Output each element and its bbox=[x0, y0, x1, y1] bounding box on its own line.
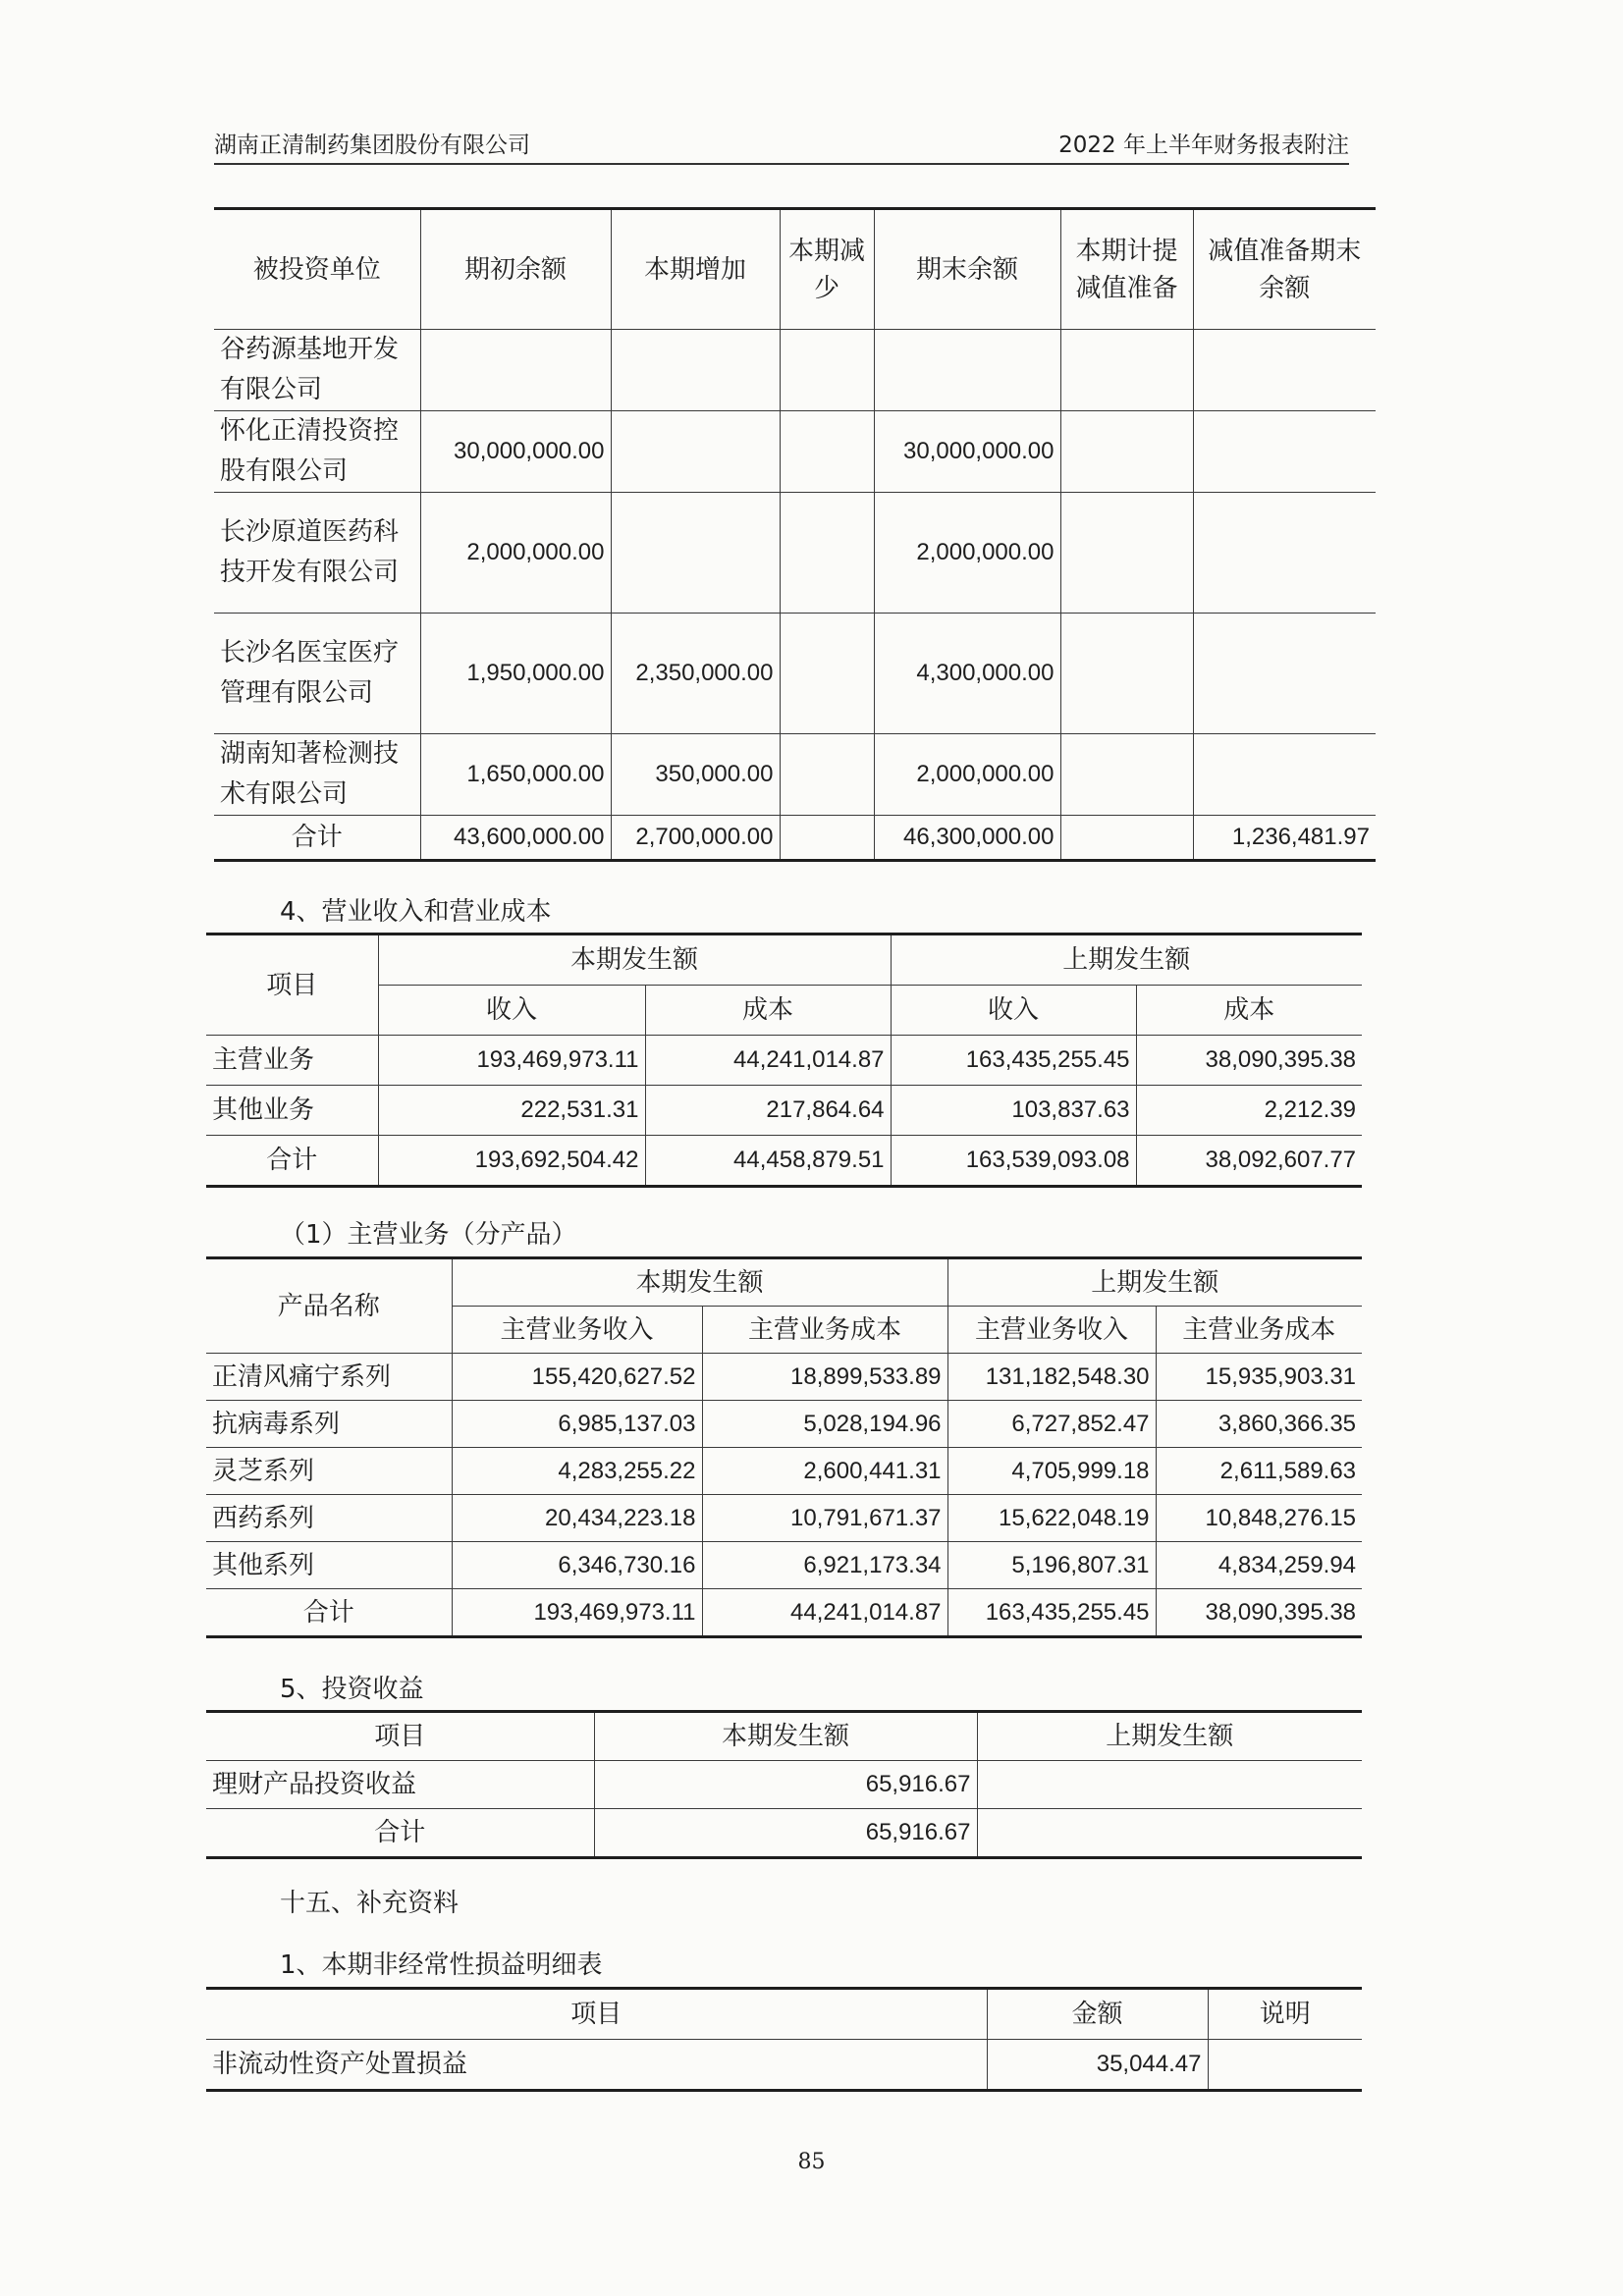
prior-income: 4,705,999.18 bbox=[947, 1448, 1156, 1495]
header-cell: 本期发生额 bbox=[452, 1258, 947, 1307]
prior-income: 5,196,807.31 bbox=[947, 1542, 1156, 1589]
row-label: 合计 bbox=[206, 1809, 594, 1858]
header-cell: 本期减少 bbox=[780, 209, 874, 330]
current-income: 4,283,255.22 bbox=[452, 1448, 702, 1495]
current-cost: 44,241,014.87 bbox=[702, 1589, 947, 1637]
header-cell: 产品名称 bbox=[206, 1258, 452, 1354]
decrease bbox=[780, 330, 874, 411]
prior-cost: 38,090,395.38 bbox=[1136, 1036, 1362, 1086]
provision bbox=[1060, 493, 1193, 614]
table-header-row bbox=[214, 209, 1376, 330]
header-cell: 收入 bbox=[378, 986, 645, 1036]
reserve bbox=[1193, 330, 1376, 411]
prior-income: 163,435,255.45 bbox=[891, 1036, 1136, 1086]
current-cost: 44,241,014.87 bbox=[645, 1036, 891, 1086]
table-header-row bbox=[206, 1258, 1362, 1307]
prior-income: 6,727,852.47 bbox=[947, 1401, 1156, 1448]
row-label: 非流动性资产处置损益 bbox=[206, 2040, 987, 2091]
page-header bbox=[214, 122, 1349, 165]
current-cost: 10,791,671.37 bbox=[702, 1495, 947, 1542]
begin-balance: 43,600,000.00 bbox=[420, 816, 611, 861]
main-business-product-table bbox=[206, 1256, 1362, 1638]
header-cell: 上期发生额 bbox=[977, 1712, 1362, 1761]
row-label: 合计 bbox=[206, 1136, 378, 1187]
investee-name: 湖南知著检测技术有限公司 bbox=[214, 734, 420, 816]
begin-balance: 30,000,000.00 bbox=[420, 411, 611, 493]
investment-income-table bbox=[206, 1710, 1362, 1859]
current-income: 222,531.31 bbox=[378, 1086, 645, 1136]
investee-name: 谷药源基地开发有限公司 bbox=[214, 330, 420, 411]
current-income: 193,692,504.42 bbox=[378, 1136, 645, 1187]
header-cell: 期末余额 bbox=[874, 209, 1060, 330]
prior-cost: 15,935,903.31 bbox=[1156, 1354, 1362, 1401]
header-cell: 本期增加 bbox=[611, 209, 780, 330]
section-title: 十五、补充资料 bbox=[280, 1889, 460, 1918]
product-name: 其他系列 bbox=[206, 1542, 452, 1589]
increase: 350,000.00 bbox=[611, 734, 780, 816]
current-income: 6,985,137.03 bbox=[452, 1401, 702, 1448]
current-cost: 44,458,879.51 bbox=[645, 1136, 891, 1187]
end-balance: 2,000,000.00 bbox=[874, 734, 1060, 816]
table-row bbox=[206, 1354, 1362, 1401]
report-title: 2022 年上半年财务报表附注 bbox=[1058, 133, 1349, 158]
table-total-row bbox=[206, 1136, 1362, 1187]
reserve bbox=[1193, 614, 1376, 734]
provision bbox=[1060, 816, 1193, 861]
table-row bbox=[206, 1495, 1362, 1542]
note bbox=[1208, 2040, 1362, 2091]
header-cell: 上期发生额 bbox=[891, 934, 1362, 986]
increase bbox=[611, 493, 780, 614]
header-cell: 本期发生额 bbox=[378, 934, 891, 986]
table-row bbox=[206, 1086, 1362, 1136]
table-row bbox=[206, 1401, 1362, 1448]
header-cell: 主营业务收入 bbox=[947, 1307, 1156, 1354]
provision bbox=[1060, 734, 1193, 816]
decrease bbox=[780, 614, 874, 734]
product-name: 西药系列 bbox=[206, 1495, 452, 1542]
header-cell: 减值准备期末余额 bbox=[1193, 209, 1376, 330]
investee-name: 长沙原道医药科技开发有限公司 bbox=[214, 493, 420, 614]
end-balance: 30,000,000.00 bbox=[874, 411, 1060, 493]
decrease bbox=[780, 816, 874, 861]
section-title: 4、营业收入和营业成本 bbox=[280, 897, 552, 927]
reserve bbox=[1193, 411, 1376, 493]
prior-cost: 2,212.39 bbox=[1136, 1086, 1362, 1136]
reserve: 1,236,481.97 bbox=[1193, 816, 1376, 861]
table-total-row bbox=[206, 1589, 1362, 1637]
table-row bbox=[214, 411, 1376, 493]
header-cell: 项目 bbox=[206, 1712, 594, 1761]
table-row bbox=[206, 1761, 1362, 1809]
begin-balance: 1,650,000.00 bbox=[420, 734, 611, 816]
prior-cost: 38,090,395.38 bbox=[1156, 1589, 1362, 1637]
increase: 2,700,000.00 bbox=[611, 816, 780, 861]
prior-income: 131,182,548.30 bbox=[947, 1354, 1156, 1401]
increase: 2,350,000.00 bbox=[611, 614, 780, 734]
current-income: 155,420,627.52 bbox=[452, 1354, 702, 1401]
row-label: 理财产品投资收益 bbox=[206, 1761, 594, 1809]
current-cost: 18,899,533.89 bbox=[702, 1354, 947, 1401]
row-label: 其他业务 bbox=[206, 1086, 378, 1136]
increase bbox=[611, 330, 780, 411]
header-cell: 成本 bbox=[1136, 986, 1362, 1036]
total-label: 合计 bbox=[214, 816, 420, 861]
current-income: 193,469,973.11 bbox=[378, 1036, 645, 1086]
table-header-row bbox=[206, 1712, 1362, 1761]
decrease bbox=[780, 493, 874, 614]
page-number: 85 bbox=[797, 2150, 826, 2174]
provision bbox=[1060, 330, 1193, 411]
end-balance: 4,300,000.00 bbox=[874, 614, 1060, 734]
table-row bbox=[214, 330, 1376, 411]
header-cell: 主营业务成本 bbox=[1156, 1307, 1362, 1354]
decrease bbox=[780, 411, 874, 493]
current-income: 6,346,730.16 bbox=[452, 1542, 702, 1589]
increase bbox=[611, 411, 780, 493]
header-cell: 主营业务成本 bbox=[702, 1307, 947, 1354]
current-cost: 5,028,194.96 bbox=[702, 1401, 947, 1448]
row-label: 主营业务 bbox=[206, 1036, 378, 1086]
non-recurring-gains-table bbox=[206, 1987, 1362, 2092]
investee-name: 长沙名医宝医疗管理有限公司 bbox=[214, 614, 420, 734]
section-title: 5、投资收益 bbox=[280, 1675, 424, 1704]
current-cost: 6,921,173.34 bbox=[702, 1542, 947, 1589]
current-income: 20,434,223.18 bbox=[452, 1495, 702, 1542]
table-row bbox=[206, 1448, 1362, 1495]
current-amount: 65,916.67 bbox=[594, 1809, 977, 1858]
table-row bbox=[206, 1542, 1362, 1589]
table-subheader-row bbox=[206, 986, 1362, 1036]
prior-amount bbox=[977, 1761, 1362, 1809]
prior-cost: 2,611,589.63 bbox=[1156, 1448, 1362, 1495]
current-income: 193,469,973.11 bbox=[452, 1589, 702, 1637]
amount: 35,044.47 bbox=[987, 2040, 1208, 2091]
table-row bbox=[214, 614, 1376, 734]
begin-balance bbox=[420, 330, 611, 411]
prior-cost: 3,860,366.35 bbox=[1156, 1401, 1362, 1448]
end-balance: 2,000,000.00 bbox=[874, 493, 1060, 614]
decrease bbox=[780, 734, 874, 816]
prior-amount bbox=[977, 1809, 1362, 1858]
table-row bbox=[214, 734, 1376, 816]
header-cell: 说明 bbox=[1208, 1989, 1362, 2040]
investee-name: 怀化正清投资控股有限公司 bbox=[214, 411, 420, 493]
prior-income: 163,539,093.08 bbox=[891, 1136, 1136, 1187]
table-total-row bbox=[206, 1809, 1362, 1858]
header-cell: 期初余额 bbox=[420, 209, 611, 330]
table-row bbox=[206, 1036, 1362, 1086]
table-header-row bbox=[206, 1989, 1362, 2040]
header-cell: 金额 bbox=[987, 1989, 1208, 2040]
revenue-cost-table bbox=[206, 933, 1362, 1188]
product-name: 灵芝系列 bbox=[206, 1448, 452, 1495]
section-title: 1、本期非经常性损益明细表 bbox=[280, 1950, 603, 1980]
header-cell: 成本 bbox=[645, 986, 891, 1036]
end-balance: 46,300,000.00 bbox=[874, 816, 1060, 861]
product-name: 抗病毒系列 bbox=[206, 1401, 452, 1448]
header-cell: 项目 bbox=[206, 1989, 987, 2040]
reserve bbox=[1193, 734, 1376, 816]
current-cost: 2,600,441.31 bbox=[702, 1448, 947, 1495]
section-title: （1）主营业务（分产品） bbox=[280, 1220, 577, 1250]
prior-income: 163,435,255.45 bbox=[947, 1589, 1156, 1637]
header-cell: 上期发生额 bbox=[947, 1258, 1362, 1307]
begin-balance: 1,950,000.00 bbox=[420, 614, 611, 734]
provision bbox=[1060, 614, 1193, 734]
header-cell: 主营业务收入 bbox=[452, 1307, 702, 1354]
prior-income: 103,837.63 bbox=[891, 1086, 1136, 1136]
company-name: 湖南正清制药集团股份有限公司 bbox=[214, 133, 530, 158]
investment-table bbox=[214, 207, 1376, 862]
table-total-row bbox=[214, 816, 1376, 861]
header-cell: 收入 bbox=[891, 986, 1136, 1036]
prior-cost: 38,092,607.77 bbox=[1136, 1136, 1362, 1187]
prior-cost: 4,834,259.94 bbox=[1156, 1542, 1362, 1589]
header-cell: 被投资单位 bbox=[214, 209, 420, 330]
header-cell: 本期发生额 bbox=[594, 1712, 977, 1761]
reserve bbox=[1193, 493, 1376, 614]
header-cell: 本期计提减值准备 bbox=[1060, 209, 1193, 330]
table-row bbox=[206, 2040, 1362, 2091]
prior-cost: 10,848,276.15 bbox=[1156, 1495, 1362, 1542]
prior-income: 15,622,048.19 bbox=[947, 1495, 1156, 1542]
product-name: 正清风痛宁系列 bbox=[206, 1354, 452, 1401]
provision bbox=[1060, 411, 1193, 493]
product-name: 合计 bbox=[206, 1589, 452, 1637]
begin-balance: 2,000,000.00 bbox=[420, 493, 611, 614]
table-row bbox=[214, 493, 1376, 614]
end-balance bbox=[874, 330, 1060, 411]
current-cost: 217,864.64 bbox=[645, 1086, 891, 1136]
header-cell: 项目 bbox=[206, 934, 378, 1036]
current-amount: 65,916.67 bbox=[594, 1761, 977, 1809]
table-header-row bbox=[206, 934, 1362, 986]
